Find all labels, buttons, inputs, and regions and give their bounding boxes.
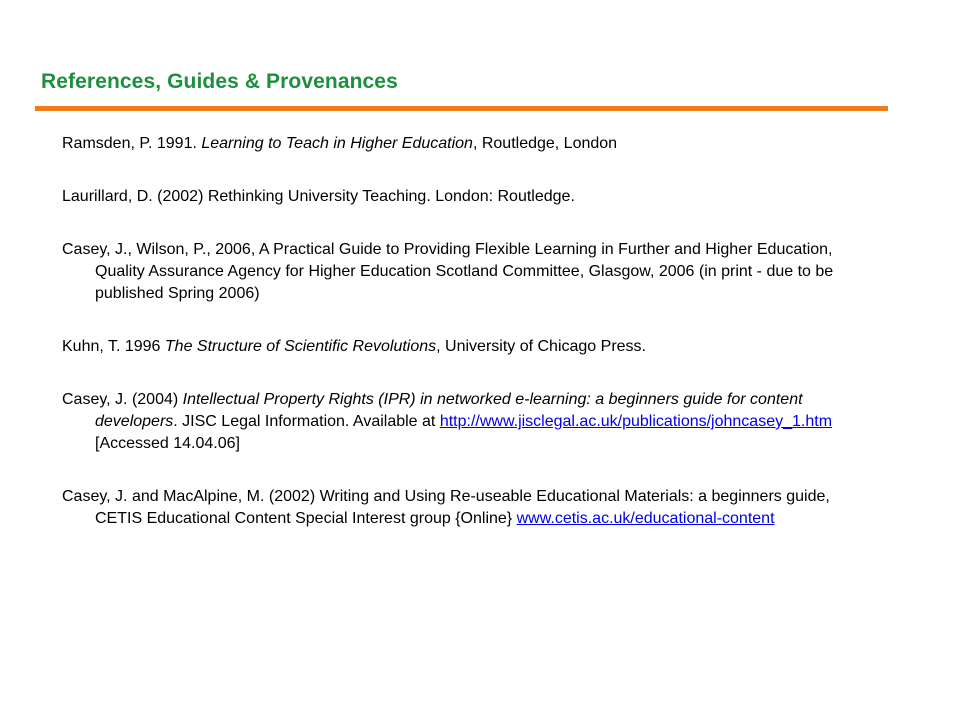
reference-details: , University of Chicago Press.: [436, 338, 646, 355]
cetis-link[interactable]: www.cetis.ac.uk/educational-content: [516, 510, 775, 527]
reference-text: Laurillard, D. (2002) Rethinking University Teaching. London: Routledge.: [62, 188, 575, 205]
reference-item-kuhn: [62, 336, 877, 358]
reference-details: . JISC Legal Information. Available at: [173, 413, 440, 430]
jisclegal-link[interactable]: http://www.jisclegal.ac.uk/publications/johncasey_1.htm: [439, 413, 833, 430]
reference-title: Learning to Teach in Higher Education: [201, 135, 473, 152]
reference-author: Ramsden, P. 1991.: [62, 135, 202, 152]
reference-item-casey-macalpine: [62, 486, 877, 530]
reference-item-casey-wilson: [62, 239, 877, 305]
reference-item-casey-2004: [62, 389, 877, 455]
reference-title: The Structure of Scientific Revolutions: [164, 338, 437, 355]
reference-author: Kuhn, T. 1996: [62, 338, 165, 355]
reference-text: Casey, J. and MacAlpine, M. (2002) Writing and Using Re-useable Educational Materials: a beginners guide, CETIS Educational Content Special Interest group {Online}: [62, 488, 830, 527]
reference-item-ramsden: [62, 133, 877, 155]
reference-item-laurillard: [62, 186, 877, 208]
reference-details: , Routledge, London: [472, 135, 618, 152]
reference-title: Intellectual Property Rights (IPR) in networked e-learning: a beginners guide for content developers: [95, 391, 803, 430]
reference-accessed: [Accessed 14.04.06]: [95, 435, 240, 452]
title-divider: [35, 106, 888, 111]
slide-title: References, Guides & Provenances: [41, 70, 398, 93]
reference-author: Casey, J. (2004): [62, 391, 183, 408]
reference-list: [62, 133, 877, 561]
reference-text: Casey, J., Wilson, P., 2006, A Practical Guide to Providing Flexible Learning in Further and Higher Education, Quality Assurance Agency for Higher Education Scotland Committee, Glasgow, 2006 (in print - due to be published Spring 2006): [62, 241, 834, 302]
